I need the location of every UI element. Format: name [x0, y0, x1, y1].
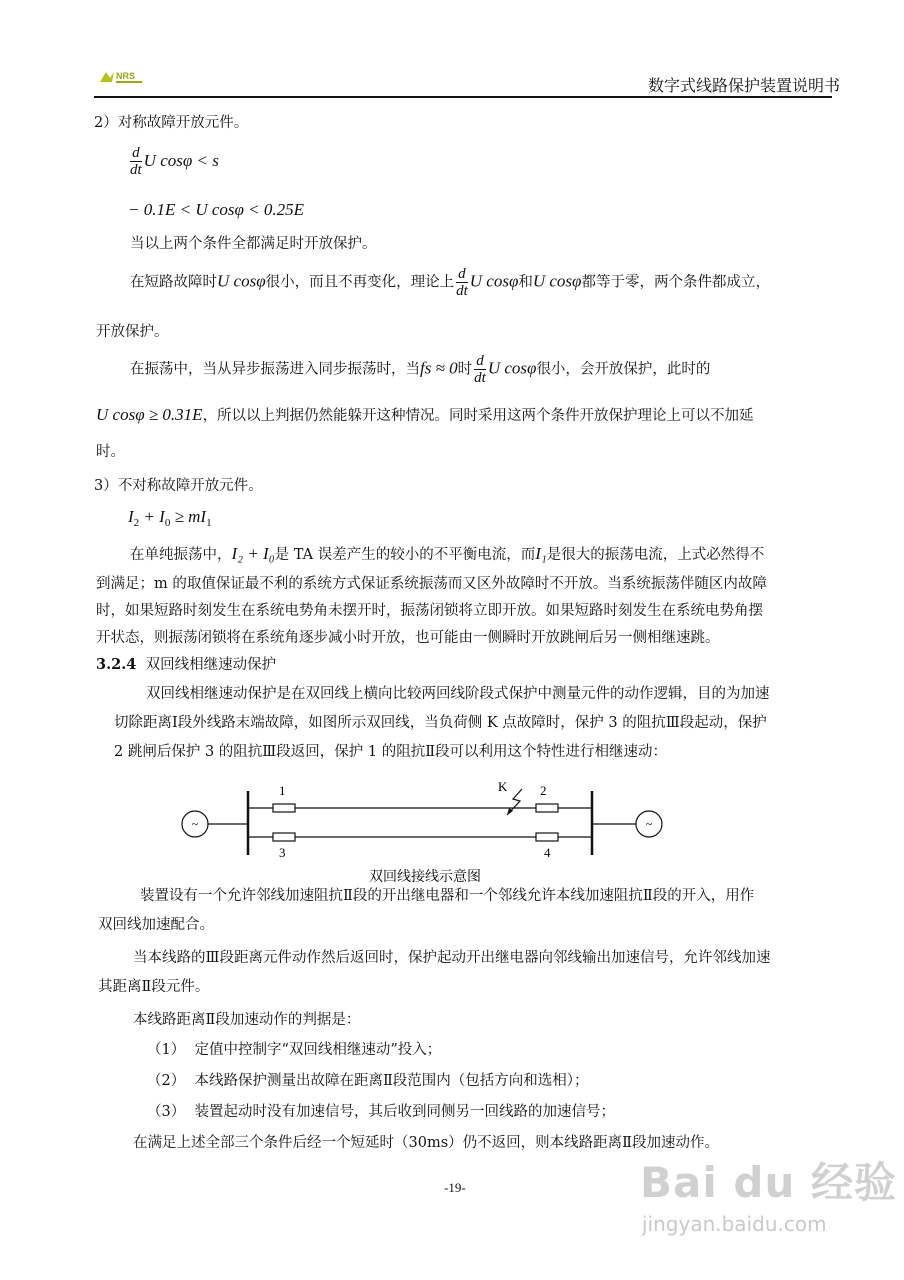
- criteria-item-1: （1） 定值中控制字“双回线相继速动”投入；: [147, 1042, 442, 1058]
- section-3-para-line4: 开状态，则振荡闭锁将在系统角逐步减小时开放，也可能由一侧瞬时开放跳闸后另一侧相继速跳。: [96, 630, 720, 646]
- watermark-brand: Bai du 经验: [640, 1158, 897, 1207]
- company-logo: [98, 68, 144, 86]
- page-number: -19-: [444, 1180, 466, 1195]
- section-3-para-line1: 在单纯振荡中，I₂ + I₀是 TA 误差产生的较小的不平衡电流，而I₁是很大的振荡电流，上式必然得不: [130, 544, 765, 563]
- conclusion: 在满足上述全部三个条件后经一个短延时（30ms）仍不返回，则本线路距离Ⅱ段加速动作。: [133, 1135, 719, 1151]
- label-1: 1: [279, 783, 286, 798]
- left-source-symbol: ~: [191, 817, 199, 831]
- equation-2: − 0.1E < U cosφ < 0.25E: [128, 200, 305, 219]
- eq1-numerator: d: [130, 145, 142, 162]
- label-2: 2: [540, 783, 547, 798]
- baidu-watermark: [640, 1150, 897, 1250]
- equation-1: [128, 145, 219, 178]
- criteria-intro: 本线路距离Ⅱ段加速动作的判据是：: [133, 1012, 361, 1028]
- section-324-heading: [96, 655, 276, 675]
- watermark-url: jingyan.baidu.com: [642, 1212, 827, 1236]
- breaker-4: [536, 833, 558, 841]
- label-K: K: [498, 779, 508, 794]
- section-2-para-3-line2: U cosφ ≥ 0.31E，所以以上判据仍然能躲开这种情况。同时采用这两个条件开放保护理论上可以不加延: [96, 405, 754, 424]
- breaker-2: [536, 804, 558, 812]
- section-2-para-3-end: 时。: [96, 444, 125, 460]
- label-3: 3: [279, 845, 286, 860]
- after-para-1-line1: 装置设有一个允许邻线加速阻抗Ⅱ段的开出继电器和一个邻线允许本线加速阻抗Ⅱ段的开入，用作: [140, 888, 755, 904]
- header-title: 数字式线路保护装置说明书: [648, 76, 841, 95]
- section-3-para-line3: 时，如果短路时刻发生在系统电势角未摆开时，振荡闭锁将立即开放。如果短路时刻发生在系统电势角摆: [96, 603, 763, 619]
- section-3-para-line2: 到满足；m 的取值保证最不利的系统方式保证系统振荡而又区外故障时不开放。当系统振荡伴随区内故障: [96, 576, 767, 592]
- right-source-symbol: ~: [645, 817, 653, 831]
- eq1-denominator: dt: [130, 162, 142, 178]
- section-2-para-1: 当以上两个条件全都满足时开放保护。: [130, 236, 377, 252]
- equation-3: $I_2 + I_0 \ge mI_1$: [128, 507, 212, 529]
- section-324-line2: 切除距离Ⅰ段外线路末端故障，如图所示双回线，当负荷侧 K 点故障时，保护 3 的阻抗Ⅲ段起动，保护: [114, 715, 767, 731]
- section-324-line1: 双回线相继速动保护是在双回线上横向比较两回线阶段式保护中测量元件的动作逻辑，目的为加速: [146, 686, 770, 702]
- section-3-heading: 3）不对称故障开放元件。: [94, 478, 263, 494]
- section-2-para-2: 在短路故障时U cosφ很小，而且不再变化，理论上 $\frac{d}{dt}$ U cosφ和U cosφ都等于零，两个条件都成立，: [130, 266, 770, 299]
- after-para-2-line2: 其距离Ⅱ段元件。: [98, 979, 210, 995]
- breaker-1: [273, 804, 295, 812]
- section-2-para-2-end: 开放保护。: [96, 324, 169, 340]
- criteria-item-3: （3） 装置起动时没有加速信号，其后收到同侧另一回线路的加速信号；: [147, 1104, 615, 1120]
- header-rule: [94, 96, 832, 98]
- section-number: 3.2.4: [96, 656, 137, 673]
- eq1-body: U cosφ < s: [143, 151, 219, 170]
- after-para-2-line1: 当本线路的Ⅲ段距离元件动作然后返回时，保护起动开出继电器向邻线输出加速信号，允许邻线加速: [133, 950, 771, 966]
- section-324-line3: 2 跳闸后保护 3 的阻抗Ⅲ段返回，保护 1 的阻抗Ⅱ段可以利用这个特性进行相继速动：: [114, 744, 668, 760]
- label-4: 4: [544, 845, 551, 860]
- logo-text: NRS: [116, 71, 136, 81]
- section-2-heading: 2）对称故障开放元件。: [94, 115, 249, 131]
- section-title: 双回线相继速动保护: [145, 657, 277, 673]
- breaker-3: [273, 833, 295, 841]
- section-2-para-3: 在振荡中，当从异步振荡进入同步振荡时，当fs ≈ 0时 $\frac{d}{dt}$ U cosφ很小，会开放保护，此时的: [130, 353, 711, 386]
- criteria-item-2: （2） 本线路保护测量出故障在距离Ⅱ段范围内（包括方向和选相）；: [147, 1073, 589, 1089]
- diagram-caption: 双回线接线示意图: [369, 869, 481, 885]
- double-circuit-diagram: [170, 775, 680, 895]
- after-para-1-line2: 双回线加速配合。: [98, 917, 214, 933]
